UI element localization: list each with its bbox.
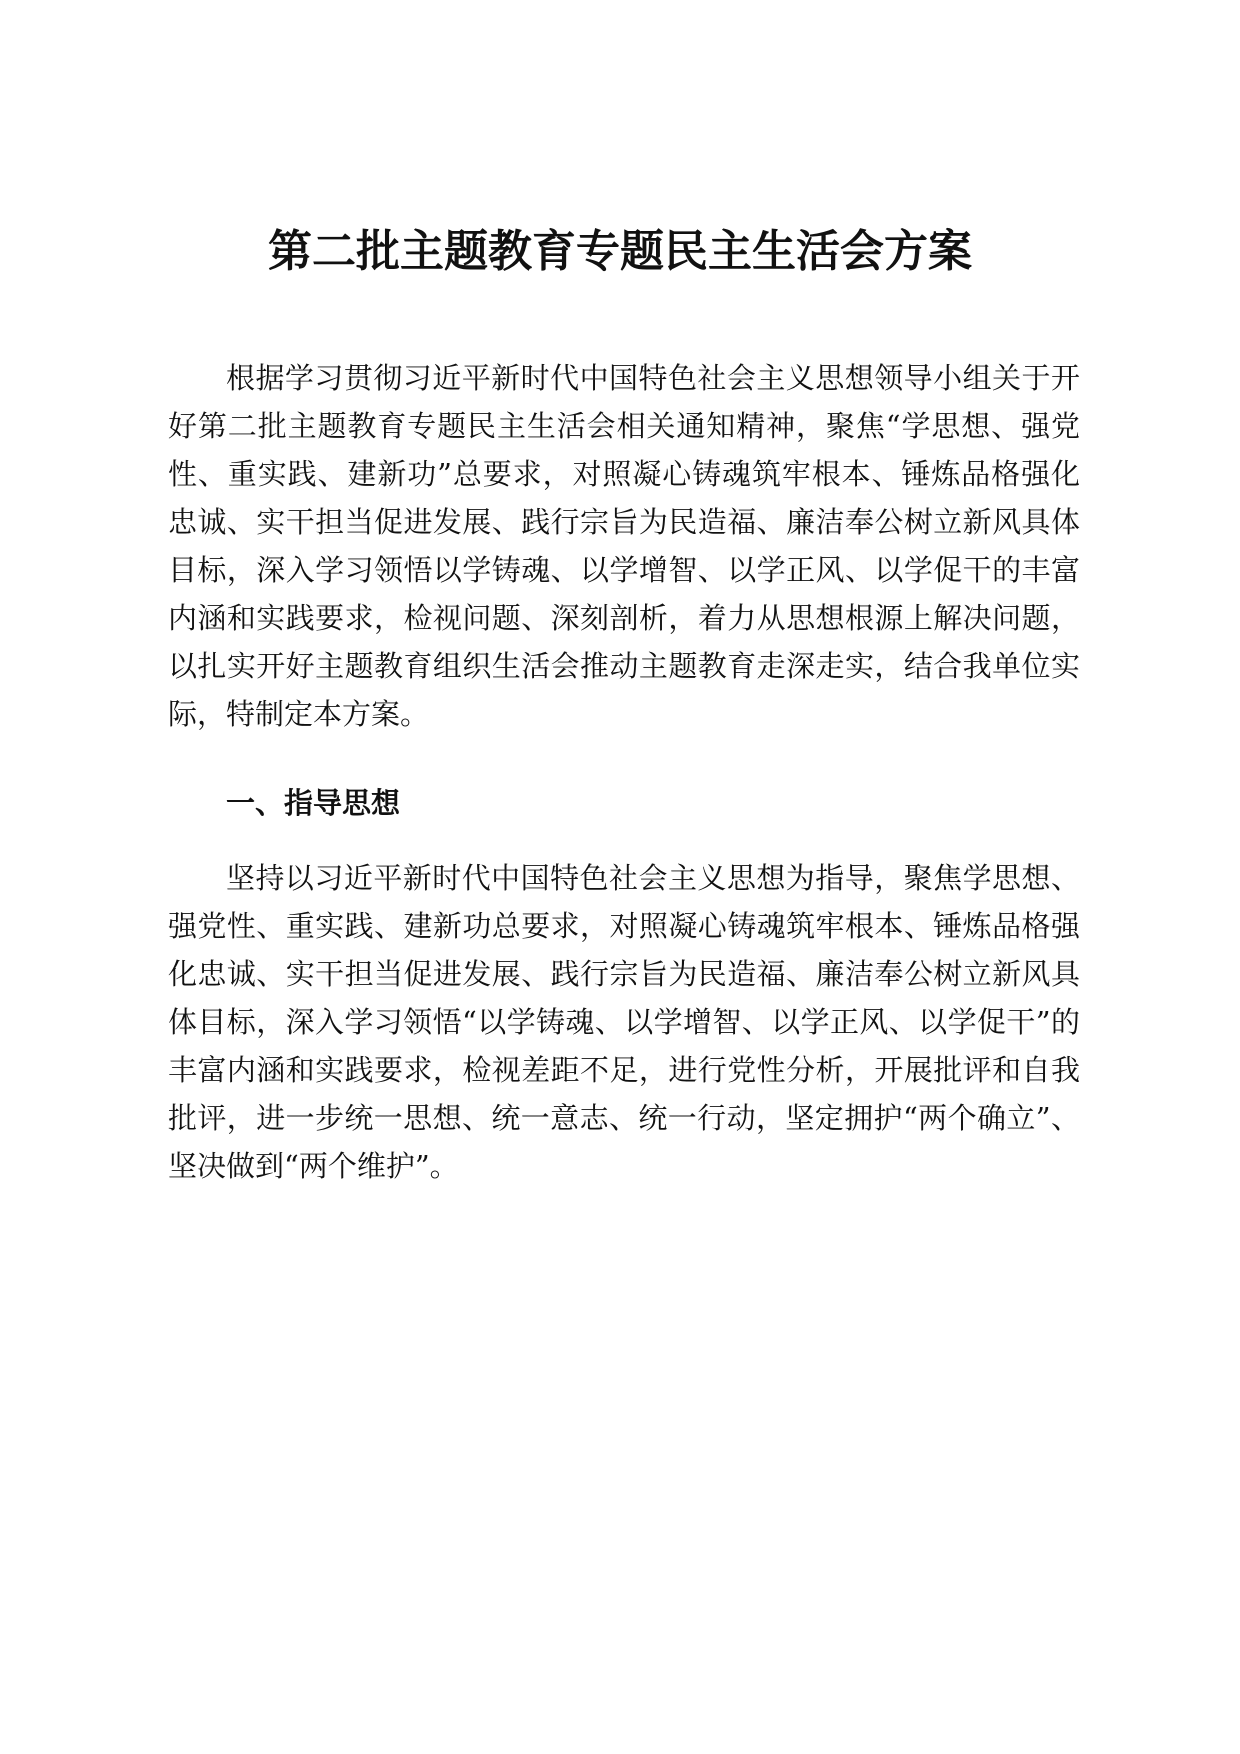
- intro-section: [168, 354, 1080, 738]
- section-heading-block: [168, 779, 1080, 827]
- intro-paragraph: 根据学习贯彻习近平新时代中国特色社会主义思想领导小组关于开好第二批主题教育专题民主生活会相关通知精神，聚焦“学思想、强党性、重实践、建新功”总要求，对照凝心铸魂筑牢根本、锤炼品格强化忠诚、实干担当促进发展、践行宗旨为民造福、廉洁奉公树立新风具体目标，深入学习领悟以学铸魂、以学增智、以学正风、以学促干的丰富内涵和实践要求，检视问题、深刻剖析，着力从思想根源上解决问题，以扎实开好主题教育组织生活会推动主题教育走深走实，结合我单位实际，特制定本方案。: [168, 361, 1080, 731]
- section-heading-guiding-ideology: 一、指导思想: [226, 786, 401, 820]
- section-body-block: [168, 854, 1080, 1190]
- document-title: 第二批主题教育专题民主生活会方案: [268, 226, 972, 277]
- section-paragraph-guiding-ideology: 坚持以习近平新时代中国特色社会主义思想为指导，聚焦学思想、强党性、重实践、建新功总要求，对照凝心铸魂筑牢根本、锤炼品格强化忠诚、实干担当促进发展、践行宗旨为民造福、廉洁奉公树立新风具体目标，深入学习领悟“以学铸魂、以学增智、以学正风、以学促干”的丰富内涵和实践要求，检视差距不足，进行党性分析，开展批评和自我批评，进一步统一思想、统一意志、统一行动，坚定拥护“两个确立”、坚决做到“两个维护”。: [168, 861, 1080, 1183]
